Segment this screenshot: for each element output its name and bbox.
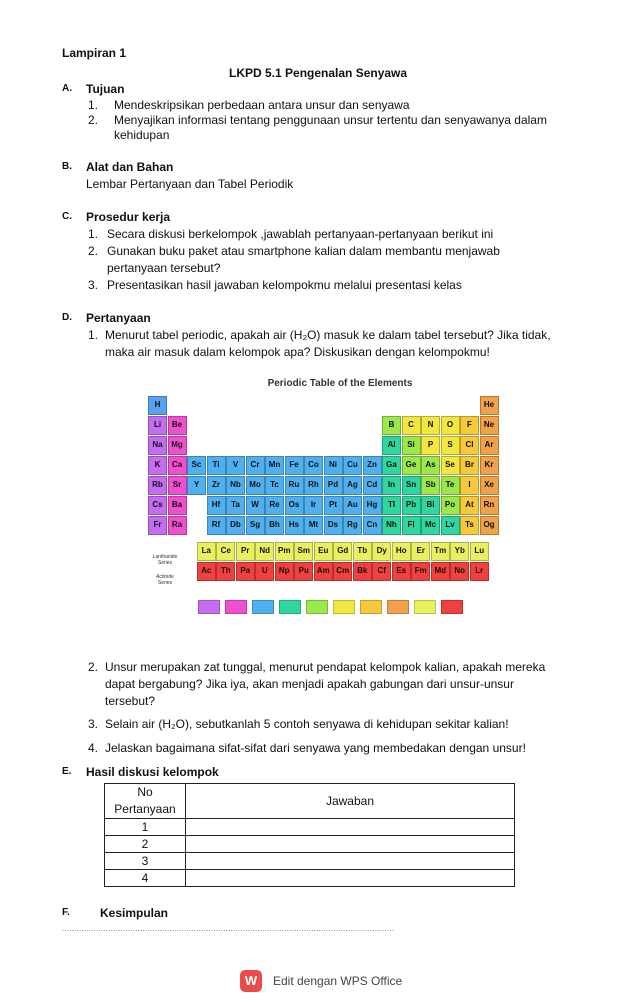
table-row: 4 — [105, 870, 515, 887]
table-row: 2 — [105, 836, 515, 853]
element-sg: Sg — [246, 516, 265, 535]
section-b-title: Alat dan Bahan — [86, 160, 174, 174]
periodic-table-title: Periodic Table of the Elements — [267, 378, 413, 389]
element-pd: Pd — [324, 476, 343, 495]
element-th: Th — [216, 562, 235, 581]
element-nb: Nb — [226, 476, 245, 495]
c-item-3-num: 3. — [88, 278, 99, 292]
wps-brand-text: Edit dengan WPS Office — [273, 974, 403, 988]
element-pa: Pa — [236, 562, 255, 581]
element-bk: Bk — [353, 562, 372, 581]
legend-swatch-transition — [252, 600, 274, 614]
element-he: He — [480, 396, 499, 415]
table-head-answer: Jawaban — [186, 784, 515, 819]
element-yb: Yb — [450, 542, 469, 561]
element-sr: Sr — [168, 476, 187, 495]
d-item-4: Jelaskan bagaimana sifat-sifat dari senyawa yang membedakan dengan unsur! — [105, 741, 526, 755]
legend-swatch-nonmetal — [333, 600, 355, 614]
element-s: S — [441, 436, 460, 455]
element-br: Br — [460, 456, 479, 475]
answer-cell[interactable] — [186, 836, 515, 853]
element-i: I — [460, 476, 479, 495]
element-ba: Ba — [168, 496, 187, 515]
element-se: Se — [441, 456, 460, 475]
d-item-2-cont: dapat bergabung? Jika iya, akan menjadi apakah gabungan dari unsur-unsur — [105, 677, 514, 691]
element-fl: Fl — [402, 516, 421, 535]
element-zr: Zr — [207, 476, 226, 495]
element-mo: Mo — [246, 476, 265, 495]
element-og: Og — [480, 516, 499, 535]
element-np: Np — [275, 562, 294, 581]
element-am: Am — [314, 562, 333, 581]
element-mg: Mg — [168, 436, 187, 455]
section-d-letter: D. — [62, 312, 72, 323]
element-pr: Pr — [236, 542, 255, 561]
section-e-title: Hasil diskusi kelompok — [86, 765, 219, 779]
legend-swatch-basic — [279, 600, 301, 614]
element-fr: Fr — [148, 516, 167, 535]
element-po: Po — [441, 496, 460, 515]
a-item-1: Mendeskripsikan perbedaan antara unsur dan senyawa — [114, 98, 410, 112]
d-item-4-num: 4. — [88, 741, 99, 755]
legend-swatch-actinide — [441, 600, 463, 614]
element-cd: Cd — [363, 476, 382, 495]
a-item-2-num: 2. — [88, 113, 99, 127]
wps-logo-icon: W — [240, 970, 262, 992]
legend-swatch-alkaline — [225, 600, 247, 614]
d-item-3-num: 3. — [88, 717, 99, 731]
element-xe: Xe — [480, 476, 499, 495]
answer-cell[interactable] — [186, 819, 515, 836]
element-be: Be — [168, 416, 187, 435]
element-bi: Bi — [421, 496, 440, 515]
element-ce: Ce — [216, 542, 235, 561]
d-item-3: Selain air (H₂O), sebutkanlah 5 contoh senyawa di kehidupan sekitar kalian! — [105, 717, 509, 731]
section-e-letter: E. — [62, 766, 72, 777]
element-db: Db — [226, 516, 245, 535]
element-ge: Ge — [402, 456, 421, 475]
element-hs: Hs — [285, 516, 304, 535]
table-head-no: No Pertanyaan — [105, 784, 186, 819]
element-cr: Cr — [246, 456, 265, 475]
element-li: Li — [148, 416, 167, 435]
element-ho: Ho — [392, 542, 411, 561]
element-at: At — [460, 496, 479, 515]
element-mc: Mc — [421, 516, 440, 535]
element-lu: Lu — [470, 542, 489, 561]
element-n: N — [421, 416, 440, 435]
lampiran-label: Lampiran 1 — [62, 46, 127, 60]
element-ni: Ni — [324, 456, 343, 475]
element-ga: Ga — [382, 456, 401, 475]
section-a-title: Tujuan — [86, 82, 125, 96]
element-hg: Hg — [363, 496, 382, 515]
element-mt: Mt — [304, 516, 323, 535]
element-u: U — [255, 562, 274, 581]
conclusion-dots: ........................................................................................................................................ — [62, 926, 395, 933]
element-cu: Cu — [343, 456, 362, 475]
element-rg: Rg — [343, 516, 362, 535]
element-tc: Tc — [265, 476, 284, 495]
d-item-1: Menurut tabel periodic, apakah air (H₂O) masuk ke dalam tabel tersebut? Jika tidak, — [105, 328, 551, 342]
element-ta: Ta — [226, 496, 245, 515]
section-b-letter: B. — [62, 161, 72, 172]
element-ag: Ag — [343, 476, 362, 495]
results-table — [104, 783, 515, 887]
element-ca: Ca — [168, 456, 187, 475]
legend-swatch-lanthanide — [414, 600, 436, 614]
element-pt: Pt — [324, 496, 343, 515]
element-fe: Fe — [285, 456, 304, 475]
element-mn: Mn — [265, 456, 284, 475]
element-kr: Kr — [480, 456, 499, 475]
element-ar: Ar — [480, 436, 499, 455]
periodic-table — [140, 368, 540, 618]
element-sc: Sc — [187, 456, 206, 475]
element-ru: Ru — [285, 476, 304, 495]
element-ra: Ra — [168, 516, 187, 535]
element-er: Er — [411, 542, 430, 561]
section-d-title: Pertanyaan — [86, 311, 151, 325]
element-cm: Cm — [333, 562, 352, 581]
element-tm: Tm — [431, 542, 450, 561]
element-in: In — [382, 476, 401, 495]
element-gd: Gd — [333, 542, 352, 561]
element-re: Re — [265, 496, 284, 515]
element-sb: Sb — [421, 476, 440, 495]
element-al: Al — [382, 436, 401, 455]
d-item-2: Unsur merupakan zat tunggal, menurut pendapat kelompok kalian, apakah mereka — [105, 660, 546, 674]
element-o: O — [441, 416, 460, 435]
element-pu: Pu — [294, 562, 313, 581]
element-k: K — [148, 456, 167, 475]
element-ne: Ne — [480, 416, 499, 435]
element-b: B — [382, 416, 401, 435]
b-text: Lembar Pertanyaan dan Tabel Periodik — [86, 177, 294, 191]
element-si: Si — [402, 436, 421, 455]
a-item-2: Menyajikan informasi tentang penggunaan unsur tertentu dan senyawanya dalam — [114, 113, 547, 127]
section-f-letter: F. — [62, 907, 70, 918]
element-md: Md — [431, 562, 450, 581]
element-es: Es — [392, 562, 411, 581]
c-item-2-num: 2. — [88, 244, 99, 258]
element-lv: Lv — [441, 516, 460, 535]
d-item-1-cont: maka air masuk dalam kelompok apa? Diskusikan dengan kelompokmu! — [105, 345, 490, 359]
element-y: Y — [187, 476, 206, 495]
legend-swatch-semimetal — [306, 600, 328, 614]
element-rb: Rb — [148, 476, 167, 495]
element-cs: Cs — [148, 496, 167, 515]
c-item-1: Secara diskusi berkelompok ,jawablah pertanyaan-pertanyaan berikut ini — [107, 227, 494, 241]
d-item-2-num: 2. — [88, 660, 99, 674]
d-item-1-num: 1. — [88, 328, 99, 342]
element-bh: Bh — [265, 516, 284, 535]
section-c-title: Prosedur kerja — [86, 210, 171, 224]
lanthanide-label: Lanthanide Series — [152, 554, 178, 566]
element-ti: Ti — [207, 456, 226, 475]
c-item-3: Presentasikan hasil jawaban kelompokmu melalui presentasi kelas — [107, 278, 462, 292]
element-rh: Rh — [304, 476, 323, 495]
element-os: Os — [285, 496, 304, 515]
legend-swatch-alkali — [198, 600, 220, 614]
element-pb: Pb — [402, 496, 421, 515]
element-cn: Cn — [363, 516, 382, 535]
page-title: LKPD 5.1 Pengenalan Senyawa — [229, 66, 408, 80]
c-item-1-num: 1. — [88, 227, 99, 241]
element-nh: Nh — [382, 516, 401, 535]
element-dy: Dy — [372, 542, 391, 561]
element-c: C — [402, 416, 421, 435]
actinide-label: Actinide Series — [156, 574, 174, 586]
section-a-letter: A. — [62, 83, 72, 94]
element-zn: Zn — [363, 456, 382, 475]
element-rn: Rn — [480, 496, 499, 515]
element-v: V — [226, 456, 245, 475]
element-la: La — [197, 542, 216, 561]
element-as: As — [421, 456, 440, 475]
answer-cell[interactable] — [186, 853, 515, 870]
element-cl: Cl — [460, 436, 479, 455]
element-lr: Lr — [470, 562, 489, 581]
element-cf: Cf — [372, 562, 391, 581]
element-tl: Tl — [382, 496, 401, 515]
element-w: W — [246, 496, 265, 515]
answer-cell[interactable] — [186, 870, 515, 887]
a-item-2-cont: kehidupan — [114, 128, 170, 142]
element-hf: Hf — [207, 496, 226, 515]
element-p: P — [421, 436, 440, 455]
table-row: 1 — [105, 819, 515, 836]
element-nd: Nd — [255, 542, 274, 561]
element-pm: Pm — [275, 542, 294, 561]
element-ir: Ir — [304, 496, 323, 515]
element-rf: Rf — [207, 516, 226, 535]
element-tb: Tb — [353, 542, 372, 561]
section-c-letter: C. — [62, 211, 72, 222]
element-fm: Fm — [411, 562, 430, 581]
table-row: 3 — [105, 853, 515, 870]
element-te: Te — [441, 476, 460, 495]
c-item-2: Gunakan buku paket atau smartphone kalian dalam membantu menjawab — [107, 244, 500, 258]
element-eu: Eu — [314, 542, 333, 561]
element-no: No — [450, 562, 469, 581]
legend-swatch-halogen — [360, 600, 382, 614]
element-ts: Ts — [460, 516, 479, 535]
element-co: Co — [304, 456, 323, 475]
element-sm: Sm — [294, 542, 313, 561]
element-ac: Ac — [197, 562, 216, 581]
element-sn: Sn — [402, 476, 421, 495]
section-f-title: Kesimpulan — [100, 906, 169, 920]
element-h: H — [148, 396, 167, 415]
element-f: F — [460, 416, 479, 435]
a-item-1-num: 1. — [88, 98, 99, 112]
c-item-2-cont: pertanyaan tersebut? — [107, 261, 221, 275]
element-na: Na — [148, 436, 167, 455]
element-au: Au — [343, 496, 362, 515]
d-item-2-cont2: tersebut? — [105, 694, 156, 708]
legend-swatch-noble — [387, 600, 409, 614]
element-ds: Ds — [324, 516, 343, 535]
